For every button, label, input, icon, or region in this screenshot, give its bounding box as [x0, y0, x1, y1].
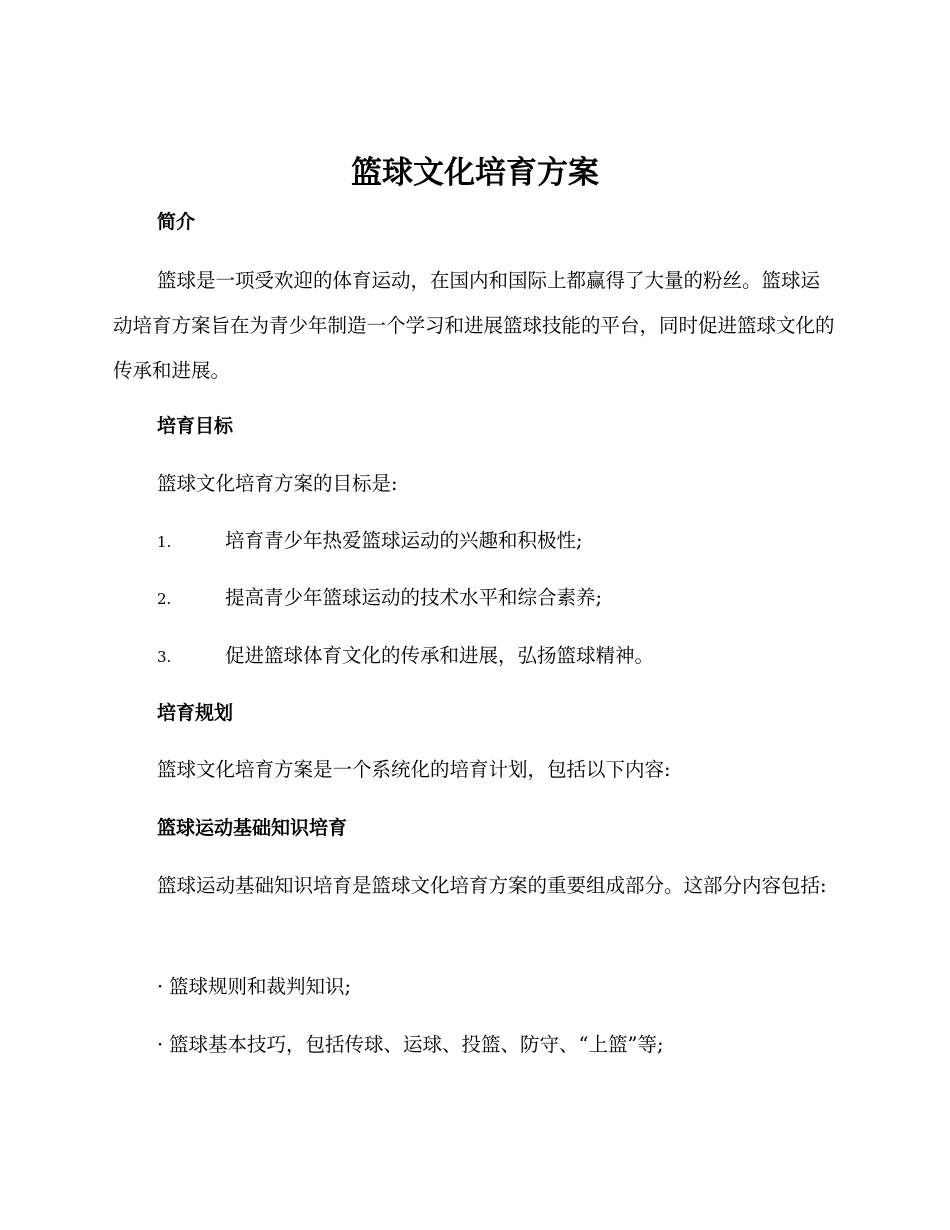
section-heading-plan: 培育规划 [157, 702, 234, 724]
bullet-item-text: 篮球基本技巧，包括传球、运球、投篮、防守、“上篮”等; [169, 1033, 664, 1056]
bullet-mark: · [157, 975, 164, 998]
list-item-number: 2. [157, 590, 172, 608]
section-heading-goals: 培育目标 [157, 415, 234, 437]
list-item-text: 提高青少年篮球运动的技术水平和综合素养; [225, 586, 603, 609]
list-item-number: 3. [157, 648, 172, 666]
intro-paragraph: 篮球是一项受欢迎的体育运动，在国内和国际上都赢得了大量的粉丝。篮球运动培育方案旨在为青少年制造一个学习和进展篮球技能的平台，同时促进篮球文化的传承和进展。 [113, 269, 835, 382]
basics-paragraph: 篮球运动基础知识培育是篮球文化培育方案的重要组成部分。这部分内容包括: [157, 874, 827, 897]
list-item [157, 641, 654, 672]
list-item-text: 促进篮球体育文化的传承和进展，弘扬篮球精神。 [225, 644, 655, 667]
list-item [157, 526, 583, 557]
bullet-item-text: 篮球规则和裁判知识; [169, 975, 352, 998]
plan-lead-text: 篮球文化培育方案是一个系统化的培育计划，包括以下内容: [157, 758, 671, 781]
section-heading-basics: 篮球运动基础知识培育 [157, 817, 348, 839]
document-title: 篮球文化培育方案 [351, 155, 599, 191]
list-item-text: 培育青少年热爱篮球运动的兴趣和积极性; [225, 529, 583, 552]
bullet-item [157, 1030, 664, 1060]
goals-lead-text: 篮球文化培育方案的目标是: [157, 472, 398, 495]
bullet-mark: · [157, 1033, 164, 1056]
section-heading-intro: 简介 [157, 211, 196, 233]
list-item-number: 1. [157, 533, 172, 551]
bullet-item [157, 972, 351, 1002]
list-item [157, 583, 602, 614]
